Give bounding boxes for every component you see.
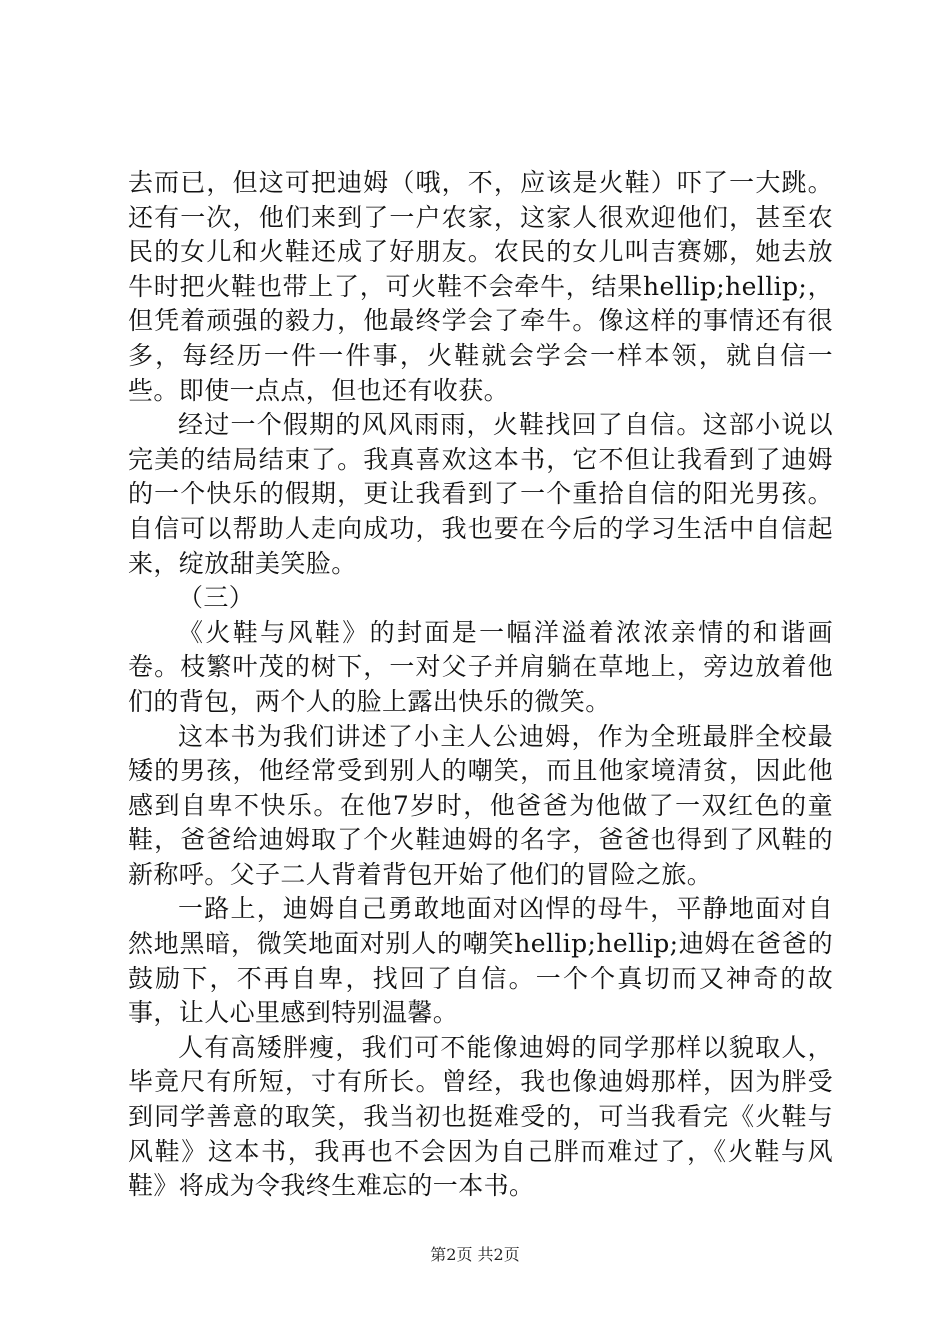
paragraph: 经过一个假期的风风雨雨，火鞋找回了自信。这部小说以完美的结局结束了。我真喜欢这本书，它不但让我看到了迪姆的一个快乐的假期，更让我看到了一个重拾自信的阳光男孩。自信可以帮助人走向成功，我也要在今后的学习生活中自信起来，绽放甜美笑脸。: [128, 410, 833, 578]
page-number-footer: 第2页 共2页: [430, 1245, 520, 1264]
section-heading: （三）: [178, 583, 255, 613]
document-body: [128, 166, 833, 1204]
paragraph: 人有高矮胖瘦，我们可不能像迪姆的同学那样以貌取人，毕竟尺有所短，寸有所长。曾经，我也像迪姆那样，因为胖受到同学善意的取笑，我当初也挺难受的，可当我看完《火鞋与风鞋》这本书，我再也不会因为自己胖而难过了，《火鞋与风鞋》将成为令我终生难忘的一本书。: [128, 1032, 833, 1201]
paragraph: 这本书为我们讲述了小主人公迪姆，作为全班最胖全校最矮的男孩，他经常受到别人的嘲笑，而且他家境清贫，因此他感到自卑不快乐。在他7岁时，他爸爸为他做了一双红色的童鞋，爸爸给迪姆取了个火鞋迪姆的名字，爸爸也得到了风鞋的新称呼。父子二人背着背包开始了他们的冒险之旅。: [128, 721, 833, 889]
paragraph: 一路上，迪姆自己勇敢地面对凶悍的母牛，平静地面对自然地黑暗，微笑地面对别人的嘲笑hellip;hellip;迪姆在爸爸的鼓励下，不再自卑，找回了自信。一个个真切而又神奇的故事，让人心里感到特别温馨。: [128, 894, 833, 1028]
paragraph-continuation: 去而已，但这可把迪姆（哦，不，应该是火鞋）吓了一大跳。还有一次，他们来到了一户农家，这家人很欢迎他们，甚至农民的女儿和火鞋还成了好朋友。农民的女儿叫吉赛娜，她去放牛时把火鞋也带上了，可火鞋不会牵牛，结果hellip;hellip;，但凭着顽强的毅力，他最终学会了牵牛。像这样的事情还有很多，每经历一件一件事，火鞋就会学会一样本领，就自信一些。即使一点点，但也还有收获。: [128, 168, 833, 405]
paragraph: 《火鞋与风鞋》的封面是一幅洋溢着浓浓亲情的和谐画卷。枝繁叶茂的树下，一对父子并肩躺在草地上，旁边放着他们的背包，两个人的脸上露出快乐的微笑。: [128, 617, 833, 716]
